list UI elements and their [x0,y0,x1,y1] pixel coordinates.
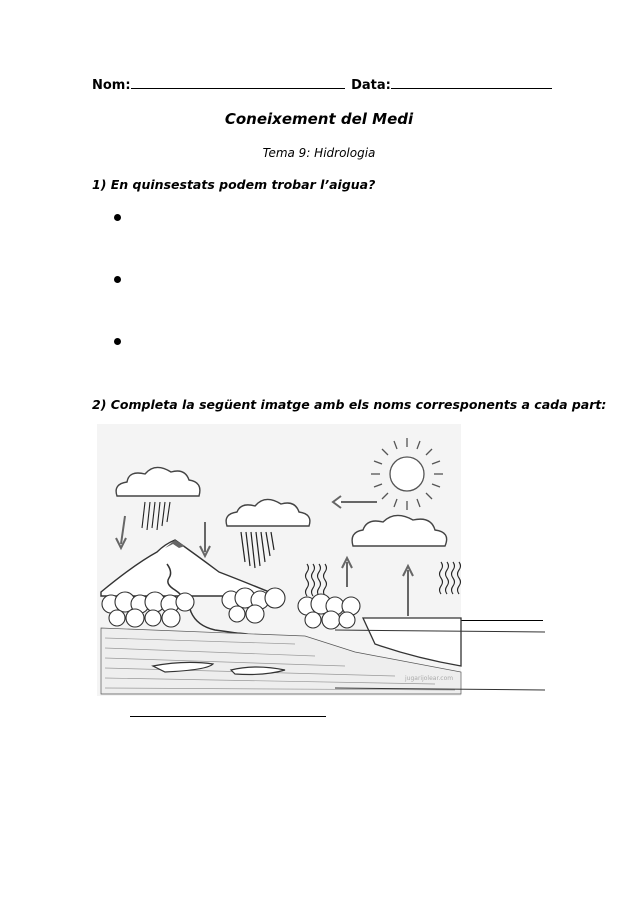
name-field[interactable] [131,76,345,89]
answer-bullet-3 [114,338,121,345]
page-subtitle: Tema 9: Hidrologia [262,146,376,160]
header-line [92,76,552,93]
diagram-watermark: jugarijolear.com [405,675,454,682]
page-title: Coneixement del Medi [224,110,414,128]
question-2: 2) Completa la següent imatge amb els noms corresponents a cada part: [92,397,607,412]
water-cycle-diagram [95,422,545,722]
answer-bullet-1 [114,214,121,221]
date-label: Data: [351,78,391,93]
date-field[interactable] [391,76,552,89]
answer-bullet-2 [114,276,121,283]
name-label: Nom: [92,78,131,93]
question-1: 1) En quinsestats podem trobar l’aigua? [92,177,376,192]
